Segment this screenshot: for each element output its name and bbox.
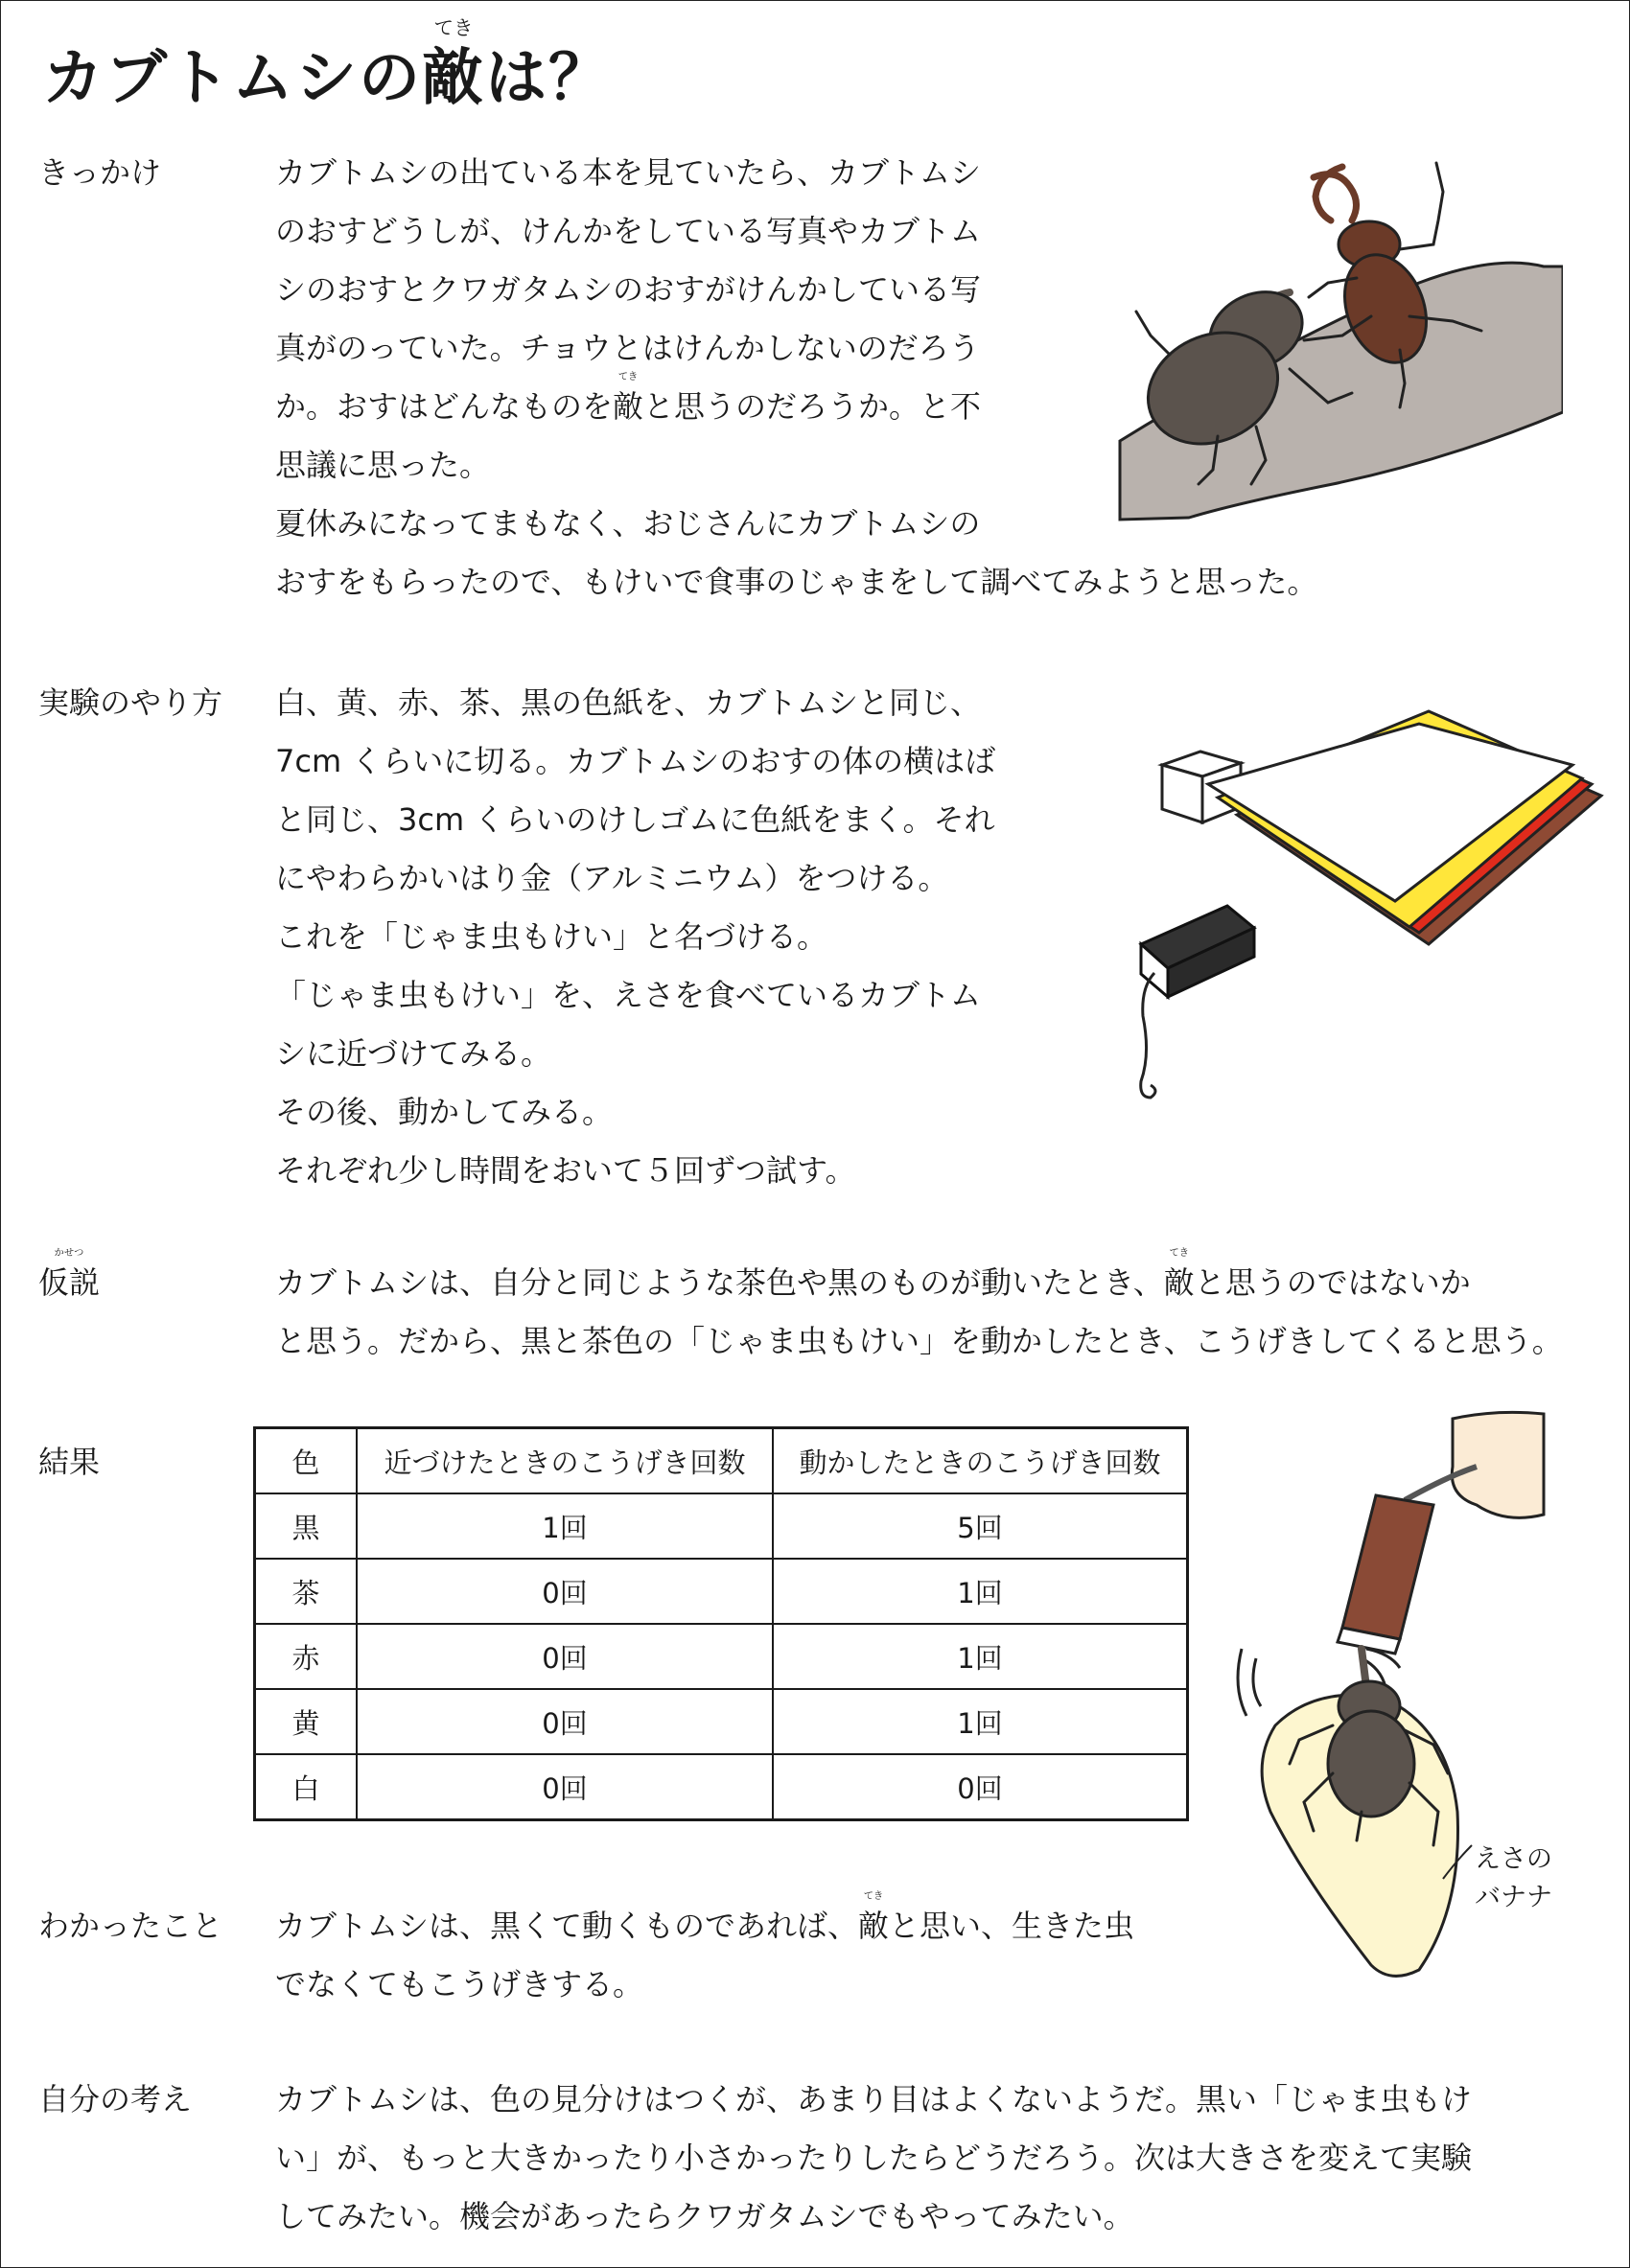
text-line: その後、動かしてみる。 [275,1094,614,1130]
caption-line: えさの [1475,1844,1552,1874]
text-line: 夏休みになってまもなく、おじさんにカブトムシの [275,505,981,542]
text-line: のおすどうしが、けんかをしている写真やカブトム [275,213,982,249]
colored-paper-and-eraser-illustration [1122,709,1611,1122]
text-line: 7cm くらいに切る。カブトムシのおすの体の横はば [275,743,996,779]
cell-color: 黄 [255,1689,358,1754]
cell-approach: 0回 [357,1754,773,1820]
cell-color: 赤 [255,1624,358,1689]
cell-color: 茶 [255,1559,358,1624]
cell-move: 0回 [773,1754,1188,1820]
hand [1452,1412,1544,1517]
table-header-row [255,1428,1188,1494]
section-label-trigger: きっかけ [38,154,162,191]
paper-stack [1208,711,1601,944]
text-line: おすをもらったので、もけいで食事のじゃまをして調べてみようと思った。 [275,564,1318,600]
model-block [1338,1495,1433,1654]
cell-approach: 0回 [357,1559,773,1624]
text-line: カブトムシは、色の見分けはつくが、あまり目はよくないようだ。黒い「じゃま虫もけ [275,2081,1473,2118]
text-line: カブトムシは、自分と同じような茶色や黒のものが動いたとき、 てき 敵と思うのではないか [275,1254,1563,1312]
section-label-opinion: 自分の考え [38,2081,193,2118]
section-label-results: 結果 [38,1444,101,1480]
kanji-teki: てき 敵 [613,371,644,425]
page-title: カブトムシの てき 敵は？ [42,29,612,117]
table-row [255,1493,1188,1559]
table-row [255,1624,1188,1689]
cell-color: 黒 [255,1493,358,1559]
results-table [253,1426,1189,1821]
banana-caption [1475,1840,1552,1917]
text-line: それぞれ少し時間をおいて５回ずつ試す。 [275,1152,856,1189]
text-line: か。おすはどんなものを てき 敵と思うのだろうか。と不 [275,378,1317,436]
findings-paragraph [275,1890,1135,2014]
caption-line: バナナ [1475,1883,1552,1912]
cell-move: 1回 [773,1624,1188,1689]
text-line: してみたい。機会があったらクワガタムシでもやってみたい。 [275,2198,1134,2234]
text-line: と同じ、3cm くらいのけしゴムに色紙をまく。それ [275,801,995,838]
table-row [255,1559,1188,1624]
kanji-teki: てき 敵 [858,1890,890,1944]
hypothesis-paragraph [275,1247,1563,1371]
text-line: 白、黄、赤、茶、黒の色紙を、カブトムシと同じ、 [275,684,982,721]
kanji-teki: てき 敵 [1163,1247,1195,1301]
text-line: と思う。だから、黒と茶色の「じゃま虫もけい」を動かしたとき、こうげきしてくると思う。 [275,1323,1563,1359]
section-label-method: 実験のやり方 [38,684,223,721]
header-move: 動かしたときのこうげき回数 [773,1428,1188,1494]
text-line: い」が、もっと大きかったり小さかったりしたらどうだろう。次は大きさを変えて実験 [275,2140,1473,2176]
section-label-hypothesis: かせつ 仮説 [38,1247,101,1301]
text-line: カブトムシは、黒くて動くものであれば、 てき 敵と思い、生きた虫 [275,1897,1134,1956]
title-kanji-teki: てき 敵 [422,15,485,114]
ruby-text: てき [433,15,474,39]
cell-move: 1回 [773,1689,1188,1754]
text-line: シのおすとクワガタムシのおすがけんかしている写 [275,271,982,308]
cell-approach: 0回 [357,1624,773,1689]
text-line: シに近づけてみる。 [275,1035,552,1072]
table-row [255,1754,1188,1820]
text-line: にやわらかいはり金（アルミニウム）をつける。 [275,860,949,896]
section-label-findings: わかったこと [38,1908,223,1944]
beetles-fighting-illustration [1112,153,1563,527]
text-line: カブトムシの出ている本を見ていたら、カブトムシ [275,154,982,191]
cell-color: 白 [255,1754,358,1820]
wire-model [1141,906,1254,1098]
cell-move: 1回 [773,1559,1188,1624]
opinion-paragraph [275,2071,1472,2246]
table-row [255,1689,1188,1754]
method-paragraph [275,674,995,1200]
text-line: 「じゃま虫もけい」を、えさを食べているカブトム [275,977,982,1013]
cell-move: 5回 [773,1493,1188,1559]
text-line: 真がのっていた。チョウとはけんかしないのだろう [275,330,980,366]
header-approach: 近づけたときのこうげき回数 [357,1428,773,1494]
cell-approach: 1回 [357,1493,773,1559]
cell-approach: 0回 [357,1689,773,1754]
text-line: 思議に思った。 [275,447,491,483]
text-line: でなくてもこうげきする。 [275,1966,644,2002]
text-line: これを「じゃま虫もけい」と名づける。 [275,918,828,955]
header-color: 色 [255,1428,358,1494]
